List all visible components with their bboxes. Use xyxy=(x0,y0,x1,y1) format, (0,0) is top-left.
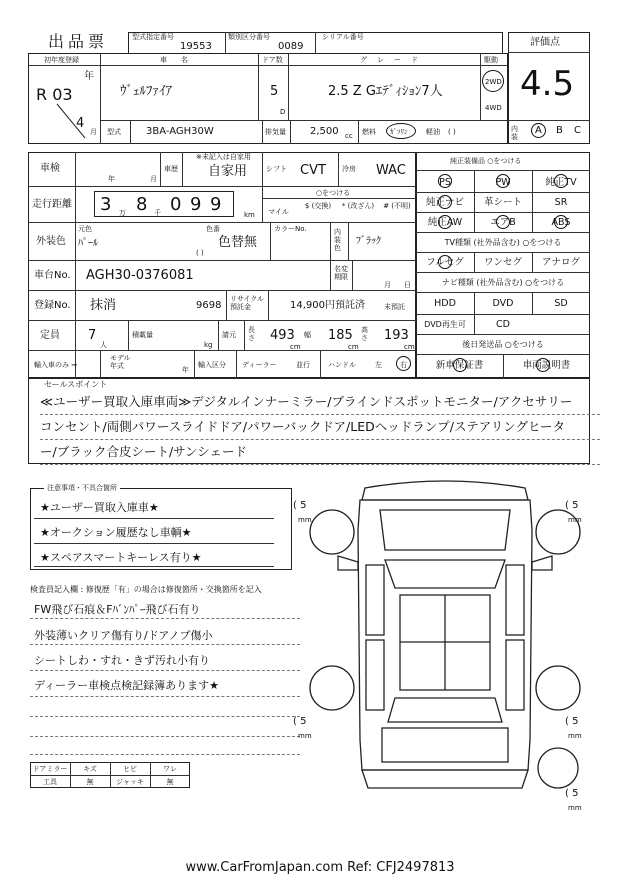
tire-rear-right: ( 5 xyxy=(565,716,579,727)
import-parallel: 並行 xyxy=(296,361,310,369)
equip-header-break: ワレ xyxy=(163,765,177,773)
height-label: 高さ xyxy=(361,326,368,342)
option-pw: PW xyxy=(495,177,511,188)
car-name-label: 車名 xyxy=(160,56,202,64)
category-label: 類別区分番号 xyxy=(228,33,270,41)
option-navi: 純正ナビ xyxy=(425,197,464,208)
mileage-digit-2: 8 xyxy=(136,194,148,215)
mileage-digit-5: 9 xyxy=(210,194,222,215)
first-reg-month-suffix: 月 xyxy=(90,128,97,136)
inspector-rule xyxy=(30,644,300,645)
equip-header-crack: ヒビ xyxy=(123,765,137,773)
original-color-value: ﾊﾟｰﾙ xyxy=(78,238,98,249)
inspector-label: 検査員記入欄 : 修復歴「有」の場合は修復箇所・交換箇所を記入 xyxy=(30,585,262,594)
displacement-label: 排気量 xyxy=(265,128,286,136)
notes-label: 注意事項・不具合箇所 xyxy=(44,484,120,492)
capacity-unit: 人 xyxy=(100,341,107,349)
sales-point-line: コンセント/両側パワースライドドア/パワーバックドア/LEDヘッドランプ/ステアリングヒータ xyxy=(40,415,600,440)
fuel-diesel: 軽油 xyxy=(426,128,440,136)
dvd-playback: DVD再生可 xyxy=(424,320,466,329)
inspector-rule xyxy=(30,754,300,755)
model-designation-label: 型式指定番号 xyxy=(132,33,174,41)
model-year-label: モデル年式 xyxy=(110,354,131,370)
current-color-value: 色替無 xyxy=(218,235,258,250)
inspector-rule xyxy=(30,736,300,737)
option-tv: 純正TV xyxy=(545,177,577,188)
option-sr: SR xyxy=(554,197,568,208)
inspector-line-2: 外装薄いクリア傷有り/ドアノブ傷小 xyxy=(34,629,213,642)
docs-title: 後日発送品 ○をつける xyxy=(462,340,544,349)
option-abs: ABS xyxy=(551,217,571,228)
tire-rear-left: ( 5 xyxy=(293,716,307,727)
model-code-value: 3BA-AGH30W xyxy=(146,126,214,137)
interior-color-value: ﾌﾞﾗｯｸ xyxy=(356,236,381,247)
tire-rear-left-unit: mm xyxy=(298,732,312,740)
load-unit: kg xyxy=(204,341,213,349)
drive-4wd: 4WD xyxy=(485,104,502,112)
shift-label: シフト xyxy=(266,165,287,173)
mileage-unknown: # (不明) xyxy=(383,202,411,210)
mileage-man: 万 xyxy=(119,209,126,217)
height-value: 193 xyxy=(384,328,409,343)
displacement-unit: cc xyxy=(345,132,353,140)
cd-playback: CD xyxy=(496,319,510,330)
options-title: 純正装備品 ○をつける xyxy=(450,157,522,165)
inspector-line-3: シートしわ・すれ・きず汚れ小有り xyxy=(34,654,210,667)
mileage-label: 走行距離 xyxy=(32,199,72,210)
tire-front-left: ( 5 xyxy=(293,500,307,511)
width-label: 幅 xyxy=(304,331,311,339)
option-ps: PS xyxy=(439,177,451,188)
score-value: 4.5 xyxy=(520,64,575,104)
tire-front-right: ( 5 xyxy=(565,500,579,511)
tv-analog: アナログ xyxy=(541,257,580,268)
option-aw: 純正AW xyxy=(427,217,463,228)
grade-value: 2.5 Z Gｴﾃﾞｨｼｮﾝ7人 xyxy=(328,84,443,99)
tv-oneseg: ワンセグ xyxy=(483,257,522,268)
usage-note: ※未記入は自家用 xyxy=(196,153,251,161)
inspector-rule xyxy=(30,696,300,697)
car-damage-diagram xyxy=(290,470,600,810)
notes-line-2: ★オークション履歴なし車輌★ xyxy=(40,526,192,539)
mileage-mile: マイル xyxy=(268,208,289,216)
doors-label: ドア数 xyxy=(262,56,283,64)
equip-jack-label: ジャッキ xyxy=(116,778,144,786)
serial-label: シリアル番号 xyxy=(322,33,364,41)
car-name-value: ｳﾞｪﾙﾌｧｲｱ xyxy=(120,84,172,99)
option-leather: 革シート xyxy=(483,197,522,208)
doc-warranty: 新車保証書 xyxy=(435,360,484,371)
interior-color-label: 内装色 xyxy=(334,228,341,252)
first-reg-month: 4 xyxy=(76,116,85,131)
recycle-value: 14,900円預託済 xyxy=(290,300,365,311)
length-cm: cm xyxy=(290,343,301,351)
inspector-rule xyxy=(30,618,300,619)
model-year-suffix: 年 xyxy=(182,366,189,374)
interior-grade-c: C xyxy=(574,125,581,136)
interior-grade-b: B xyxy=(556,125,563,136)
usage-value: 自家用 xyxy=(208,164,248,179)
name-change-label: 名変期限 xyxy=(334,265,348,281)
tire-front-left-unit: mm xyxy=(298,516,312,524)
nav-dvd: DVD xyxy=(492,298,514,309)
interior-grade-label: 内装 xyxy=(511,125,518,141)
color-code-label: 色番 xyxy=(206,225,220,233)
name-change-month: 月 xyxy=(384,281,391,289)
footer-watermark: www.CarFromJapan.com Ref: CFJ2497813 xyxy=(185,860,455,875)
capacity-value: 7 xyxy=(88,328,97,343)
sales-point-lines xyxy=(40,390,600,465)
doors-sub: D xyxy=(280,108,286,116)
equip-header-mirror: ドアミラー xyxy=(32,765,68,773)
mileage-digit-4: 9 xyxy=(190,194,202,215)
drive-2wd: 2WD xyxy=(485,78,502,86)
nav-type-title: ナビ種類 (社外品含む) ○をつける xyxy=(441,278,565,287)
chassis-label: 車台No. xyxy=(34,270,71,281)
equip-tools-value: 無 xyxy=(86,778,94,786)
chassis-value: AGH30-0376081 xyxy=(86,268,194,283)
shaken-month: 月 xyxy=(150,175,157,183)
length-value: 493 xyxy=(270,328,295,343)
grade-label: グレード xyxy=(360,56,428,64)
recycle-label: リサイクル預託金 xyxy=(230,295,265,311)
inspector-rule xyxy=(30,670,300,671)
name-change-day: 日 xyxy=(404,281,411,289)
capacity-label: 定員 xyxy=(40,330,60,341)
mileage-exchanged: $ (交換) xyxy=(304,202,332,210)
tv-fullseg: フルセグ xyxy=(426,257,464,268)
mileage-altered: * (改ざん) xyxy=(341,202,375,210)
import-dealer: ディーラー xyxy=(242,361,277,369)
category-value: 0089 xyxy=(278,41,304,52)
tv-type-title: TV種類 (社外品含む) ○をつける xyxy=(444,238,562,247)
length-label: 長さ xyxy=(248,326,255,342)
doc-manual: 車両説明書 xyxy=(522,360,571,371)
first-reg-year-suffix: 年 xyxy=(84,71,94,82)
sales-point-label: セールスポイント xyxy=(44,380,108,389)
tire-front-right-unit: mm xyxy=(568,516,582,524)
option-airbag: エアB xyxy=(490,217,516,228)
form-label: 請元 xyxy=(222,331,236,339)
nav-sd: SD xyxy=(554,298,568,309)
shaken-label: 車検 xyxy=(40,163,60,174)
shift-value: CVT xyxy=(300,163,326,178)
width-cm: cm xyxy=(348,343,359,351)
sales-point-line: ≪ユーザー買取入庫車両≫デジタルインナーミラー/ブラインドスポットモニター/アクセサリー xyxy=(40,390,600,415)
ac-value: WAC xyxy=(376,163,406,178)
notes-line-1: ★ユーザー買取入庫車★ xyxy=(40,501,159,514)
notes-line-3: ★スペアスマートキーレス有り★ xyxy=(40,551,202,564)
mileage-unit: km xyxy=(244,211,255,219)
fuel-gas: ｶﾞｿﾘﾝ xyxy=(390,128,408,136)
height-cm: cm xyxy=(404,343,415,351)
sheet-title: 出品票 xyxy=(48,32,109,51)
mileage-sen: 千 xyxy=(154,209,161,217)
inspector-line-1: FW飛び石痕＆Fﾊﾞﾝﾊﾟｰ飛び石有り xyxy=(34,603,201,616)
mileage-check-note: ○をつける xyxy=(316,189,351,197)
tire-spare-unit: mm xyxy=(568,804,582,812)
recycle-unpaid: 未預託 xyxy=(384,303,405,311)
equip-jack-value: 無 xyxy=(166,778,174,786)
mileage-digit-1: 3 xyxy=(100,194,112,215)
equip-header-scratch: キズ xyxy=(83,765,97,773)
registration-value: 抹消 xyxy=(90,298,117,313)
shaken-year: 年 xyxy=(108,175,115,183)
nav-hdd: HDD xyxy=(434,298,456,309)
inspector-line-4: ディーラー車検点検記録簿あります★ xyxy=(34,679,219,692)
equip-tools-label: 工具 xyxy=(43,778,57,786)
model-designation-value: 19553 xyxy=(180,41,212,52)
drive-label: 駆動 xyxy=(484,56,498,64)
registration-label: 登録No. xyxy=(34,300,71,311)
tire-rear-right-unit: mm xyxy=(568,732,582,740)
handle-left: 左 xyxy=(375,361,382,369)
ac-label: 冷房 xyxy=(342,165,356,173)
model-code-label: 型式 xyxy=(107,128,121,136)
load-label: 積載量 xyxy=(132,331,153,339)
usage-label: 車歴 xyxy=(164,165,178,173)
import-label: 輸入車のみ ⇒ xyxy=(34,361,78,369)
displacement-value: 2,500 xyxy=(310,126,339,137)
color-no-label: カラーNo. xyxy=(274,225,307,233)
original-color-label: 元色 xyxy=(78,225,92,233)
fuel-other: ( ) xyxy=(448,128,456,136)
first-reg-era: R 03 xyxy=(36,85,73,104)
color-label: 外装色 xyxy=(36,236,66,247)
inspector-rule xyxy=(30,716,300,717)
mileage-digit-3: 0 xyxy=(170,194,182,215)
handle-label: ハンドル xyxy=(328,361,356,369)
tire-spare: ( 5 xyxy=(565,788,579,799)
sales-point-line: ー/ブラック合皮シート/サンシェード xyxy=(40,440,600,465)
interior-grade-a: A xyxy=(535,125,542,136)
registration-code: 9698 xyxy=(196,300,222,311)
score-label: 評価点 xyxy=(530,37,560,48)
fuel-label: 燃料 xyxy=(362,128,376,136)
handle-right: 右 xyxy=(400,361,407,369)
doors-value: 5 xyxy=(270,84,279,99)
width-value: 185 xyxy=(328,328,353,343)
import-type-label: 輸入区分 xyxy=(198,361,226,369)
first-reg-label: 初年度登録 xyxy=(44,56,79,64)
current-color-paren: ( ) xyxy=(196,249,204,257)
